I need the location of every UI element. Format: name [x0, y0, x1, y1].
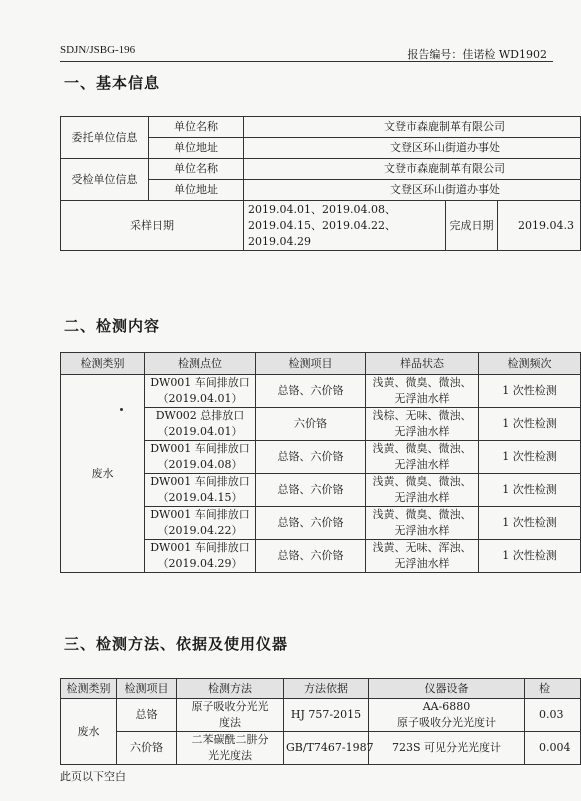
sampling-point: DW001 车间排放口 （2019.04.22）	[145, 507, 256, 540]
header-category: 检测类别	[61, 679, 117, 699]
sample-state: 浅黄、微臭、微浊、 无浮油水样	[366, 507, 479, 540]
content-table	[60, 352, 581, 573]
test-item: 六价铬	[256, 408, 366, 441]
basic-info-table	[60, 116, 581, 251]
header-method: 检测方法	[177, 679, 284, 699]
header-frequency: 检测频次	[479, 353, 581, 375]
sampling-date-line: 2019.04.29	[248, 234, 311, 248]
tested-address-value: 文登区环山街道办事处	[244, 180, 581, 201]
category-cell: 废水	[61, 375, 145, 573]
document-code: SDJN/JSBG-196	[60, 44, 136, 56]
client-address-label: 单位地址	[149, 138, 244, 159]
tested-name-value: 文登市森鹿制革有限公司	[244, 159, 581, 180]
header-item: 检测项目	[256, 353, 366, 375]
sampling-point: DW001 车间排放口 （2019.04.01）	[145, 375, 256, 408]
sampling-point: DW001 车间排放口 （2019.04.08）	[145, 441, 256, 474]
section-basic-info-title: 一、基本信息	[64, 74, 161, 92]
table-row	[61, 732, 581, 765]
finish-date-value: 2019.04.3	[498, 201, 581, 251]
frequency: 1 次性检测	[479, 540, 581, 573]
method-basis: HJ 757-2015	[284, 699, 369, 732]
header-state: 样品状态	[366, 353, 479, 375]
method-basis: GB/T7467-1987	[284, 732, 369, 765]
header-detection-limit: 检	[525, 679, 581, 699]
header-category: 检测类别	[61, 353, 145, 375]
client-name-value: 文登市森鹿制革有限公司	[244, 117, 581, 138]
sampling-point: DW001 车间排放口 （2019.04.29）	[145, 540, 256, 573]
tested-info-label: 受检单位信息	[61, 159, 149, 201]
sample-state: 浅黄、微臭、微浊、 无浮油水样	[366, 474, 479, 507]
detection-limit: 0.004	[525, 732, 581, 765]
test-item: 总铬、六价铬	[256, 375, 366, 408]
blank-below-note: 此页以下空白	[60, 770, 126, 783]
sampling-date-line: 2019.04.01、2019.04.08、	[248, 202, 396, 216]
client-info-label: 委托单位信息	[61, 117, 149, 159]
sampling-date-label: 采样日期	[61, 201, 244, 251]
instrument: 723S 可见分光光度计	[369, 732, 525, 765]
report-number: 报告编号：佳诺检 WD1902	[407, 48, 547, 61]
test-item: 六价铬	[117, 732, 177, 765]
tested-address-label: 单位地址	[149, 180, 244, 201]
header-basis: 方法依据	[284, 679, 369, 699]
sample-state: 浅黄、无味、浑浊、 无浮油水样	[366, 540, 479, 573]
table-row	[61, 699, 581, 732]
finish-date-label: 完成日期	[446, 201, 498, 251]
test-item: 总铬、六价铬	[256, 540, 366, 573]
test-item: 总铬、六价铬	[256, 474, 366, 507]
client-name-label: 单位名称	[149, 117, 244, 138]
sample-state: 浅黄、微臭、微浊、 无浮油水样	[366, 375, 479, 408]
frequency: 1 次性检测	[479, 441, 581, 474]
test-method: 二苯碳酰二肼分 光光度法	[177, 732, 284, 765]
frequency: 1 次性检测	[479, 474, 581, 507]
tested-name-label: 单位名称	[149, 159, 244, 180]
header-instrument: 仪器设备	[369, 679, 525, 699]
detection-limit: 0.03	[525, 699, 581, 732]
header-divider	[60, 61, 553, 62]
instrument: AA-6880 原子吸收分光光度计	[369, 699, 525, 732]
sampling-dates	[244, 201, 446, 251]
frequency: 1 次性检测	[479, 507, 581, 540]
client-address-value: 文登区环山街道办事处	[244, 138, 581, 159]
category-cell: 废水	[61, 699, 117, 765]
section-methods-title: 三、检测方法、依据及使用仪器	[64, 635, 289, 653]
table-row	[61, 375, 581, 408]
section-content-title: 二、检测内容	[64, 317, 161, 335]
test-method: 原子吸收分光光 度法	[177, 699, 284, 732]
sampling-point: DW002 总排放口 （2019.04.01）	[145, 408, 256, 441]
test-item: 总铬、六价铬	[256, 507, 366, 540]
frequency: 1 次性检测	[479, 375, 581, 408]
sampling-date-line: 2019.04.15、2019.04.22、	[248, 218, 396, 232]
header-point: 检测点位	[145, 353, 256, 375]
sampling-point: DW001 车间排放口 （2019.04.15）	[145, 474, 256, 507]
methods-table	[60, 678, 581, 765]
scan-speck	[120, 408, 123, 411]
test-item: 总铬	[117, 699, 177, 732]
sample-state: 浅黄、微臭、微浊、 无浮油水样	[366, 441, 479, 474]
frequency: 1 次性检测	[479, 408, 581, 441]
header-item: 检测项目	[117, 679, 177, 699]
sample-state: 浅棕、无味、微浊、 无浮油水样	[366, 408, 479, 441]
test-item: 总铬、六价铬	[256, 441, 366, 474]
